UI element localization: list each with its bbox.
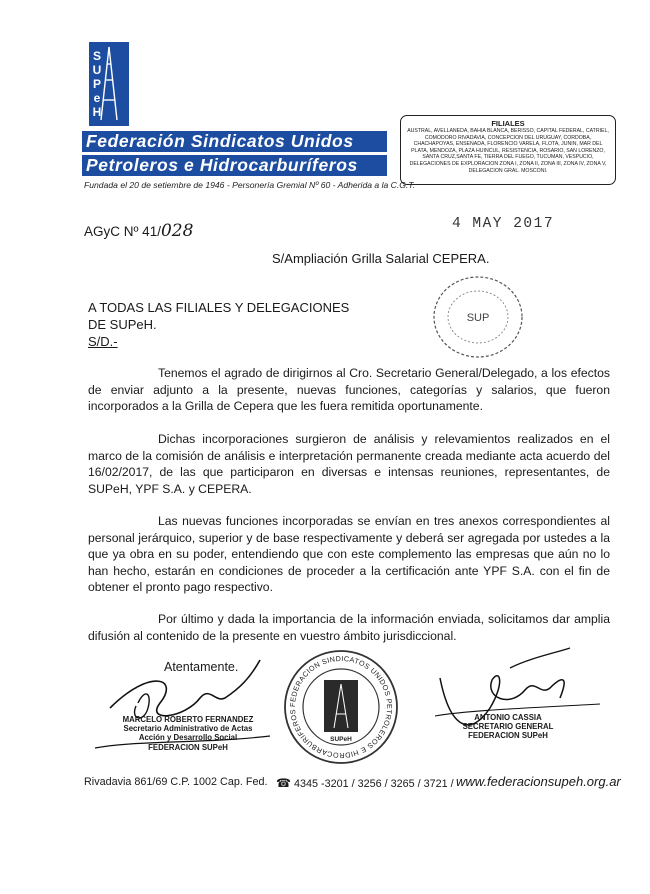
body-paragraph-4: Por último y dada la importancia de la información enviada, solicitamos dar amplia difusión al contenido de la presente en vuestro ámbito jurisdiccional.	[88, 612, 610, 643]
telephone-icon: ☎	[276, 776, 291, 790]
footer-phone-numbers: 4345 -3201 / 3256 / 3265 / 3721 /	[293, 778, 454, 790]
right-signatory	[452, 713, 564, 741]
supeh-logo	[86, 38, 132, 130]
addressee-line3: S/D.-	[88, 334, 118, 349]
closing: Atentamente.	[164, 660, 239, 674]
logo-letter-h: H	[92, 105, 102, 119]
seal-ring-text: FEDERACION SINDICATOS UNIDOS PETROLEROS E HIDROCARBURIFEROS	[287, 653, 395, 761]
reference-number	[84, 221, 193, 241]
founded-line: Fundada el 20 de setiembre de 1946 - Personería Gremial Nº 60 - Adherida a la C.G.T.	[84, 180, 416, 190]
footer-website[interactable]: www.federacionsupeh.org.ar	[456, 774, 621, 789]
body-paragraph-3: Las nuevas funciones incorporadas se envían en tres anexos correspondientes al personal jerárquico, superior y de base respectivamente y deberá ser agregada por ustedes a la que ya obra en su poder, entendiendo que con este complemento las empresas que aún no lo han hecho, estarán en condiciones de proceder a la certificación ante YPF S.A. con el fin de obtener el pronto pago respectivo.	[88, 514, 610, 595]
date-stamp: 4 MAY 2017	[452, 216, 555, 232]
filiales-title: FILIALES	[491, 119, 525, 128]
subject-line: S/Ampliación Grilla Salarial CEPERA.	[272, 251, 490, 266]
left-signatory	[118, 715, 258, 752]
organization-seal	[282, 648, 400, 766]
body-paragraph-2: Dichas incorporaciones surgieron de análisis y relevamientos realizados en el marco de la comisión de análisis e interpretación permanente creada mediante acta acuerdo del 16/02/2017, de las que participaron en diversas e intensas reuniones, representantes, de SUPeH, YPF S.A. y CEPERA.	[88, 432, 610, 496]
right-signatory-name: ANTONIO CASSIA	[474, 713, 542, 722]
logo-letter-s: S	[92, 49, 102, 63]
org-name-line2: Petroleros e Hidrocarburíferos	[82, 155, 387, 176]
filiales-list: AUSTRAL, AVELLANEDA, BAHIA BLANCA, BERISSO, CAPITAL FEDERAL, CATRIEL, COMODORO RIVADAVIA, CONCEPCION DEL URUGUAY, CORDOBA, CHACHAPOYAS, ENSENADA, FLORENCIO VARELA, FLOTA, JUNIN, MAR DEL PLATA, MENDOZA, PLAZA HUINCUL, RESISTENCIA, ROSARIO, SAN LORENZO, SANTA CRUZ,SANTA FE, TIERRA DEL FUEGO, TUCUMAN, VESPUCIO, DELEGACIONES DE EXPLORACION ZONA I, ZONA II, ZONA III, ZONA IV, ZONA V, DELEGACION GRAL. MOSCONI.	[407, 128, 609, 174]
left-signatory-role1: Secretario Administrativo de Actas	[123, 724, 253, 734]
supeh-logo-mark	[86, 38, 132, 130]
reference-prefix: AGyC Nº 41/	[84, 224, 161, 239]
logo-letter-e: e	[93, 91, 101, 105]
logo-letter-u: U	[92, 63, 102, 77]
left-signatory-role2: Acción y Desarrollo Social	[138, 733, 238, 743]
received-stamp	[428, 272, 528, 367]
addressee-line1: A TODAS LAS FILIALES Y DELEGACIONES	[88, 300, 350, 315]
seal-center-text: SUPeH	[330, 736, 352, 743]
right-signatory-org: FEDERACION SUPeH	[468, 731, 548, 741]
left-signatory-org: FEDERACION SUPeH	[148, 742, 228, 752]
received-stamp-label: SUP	[466, 312, 490, 324]
left-signatory-name: MARCELO ROBERTO FERNANDEZ	[122, 715, 254, 724]
logo-letter-p: P	[92, 77, 102, 91]
org-name-line1: Federación Sindicatos Unidos	[82, 131, 387, 152]
filiales-box	[400, 115, 616, 185]
addressee-line2: DE SUPeH.	[88, 317, 157, 332]
footer-address: Rivadavia 861/69 C.P. 1002 Cap. Fed.	[84, 776, 268, 788]
reference-handwritten-number: 028	[160, 221, 194, 241]
body-paragraph-1: Tenemos el agrado de dirigirnos al Cro. Secretario General/Delegado, a los efectos de enviar adjunto a la presente, nuevas funciones, categorías y salarios, que fueron incorporados a la Grilla de Cepera que les fuera remitida oportunamente.	[88, 366, 610, 414]
footer-phone	[276, 776, 454, 790]
right-signatory-role: SECRETARIO GENERAL	[462, 722, 554, 732]
